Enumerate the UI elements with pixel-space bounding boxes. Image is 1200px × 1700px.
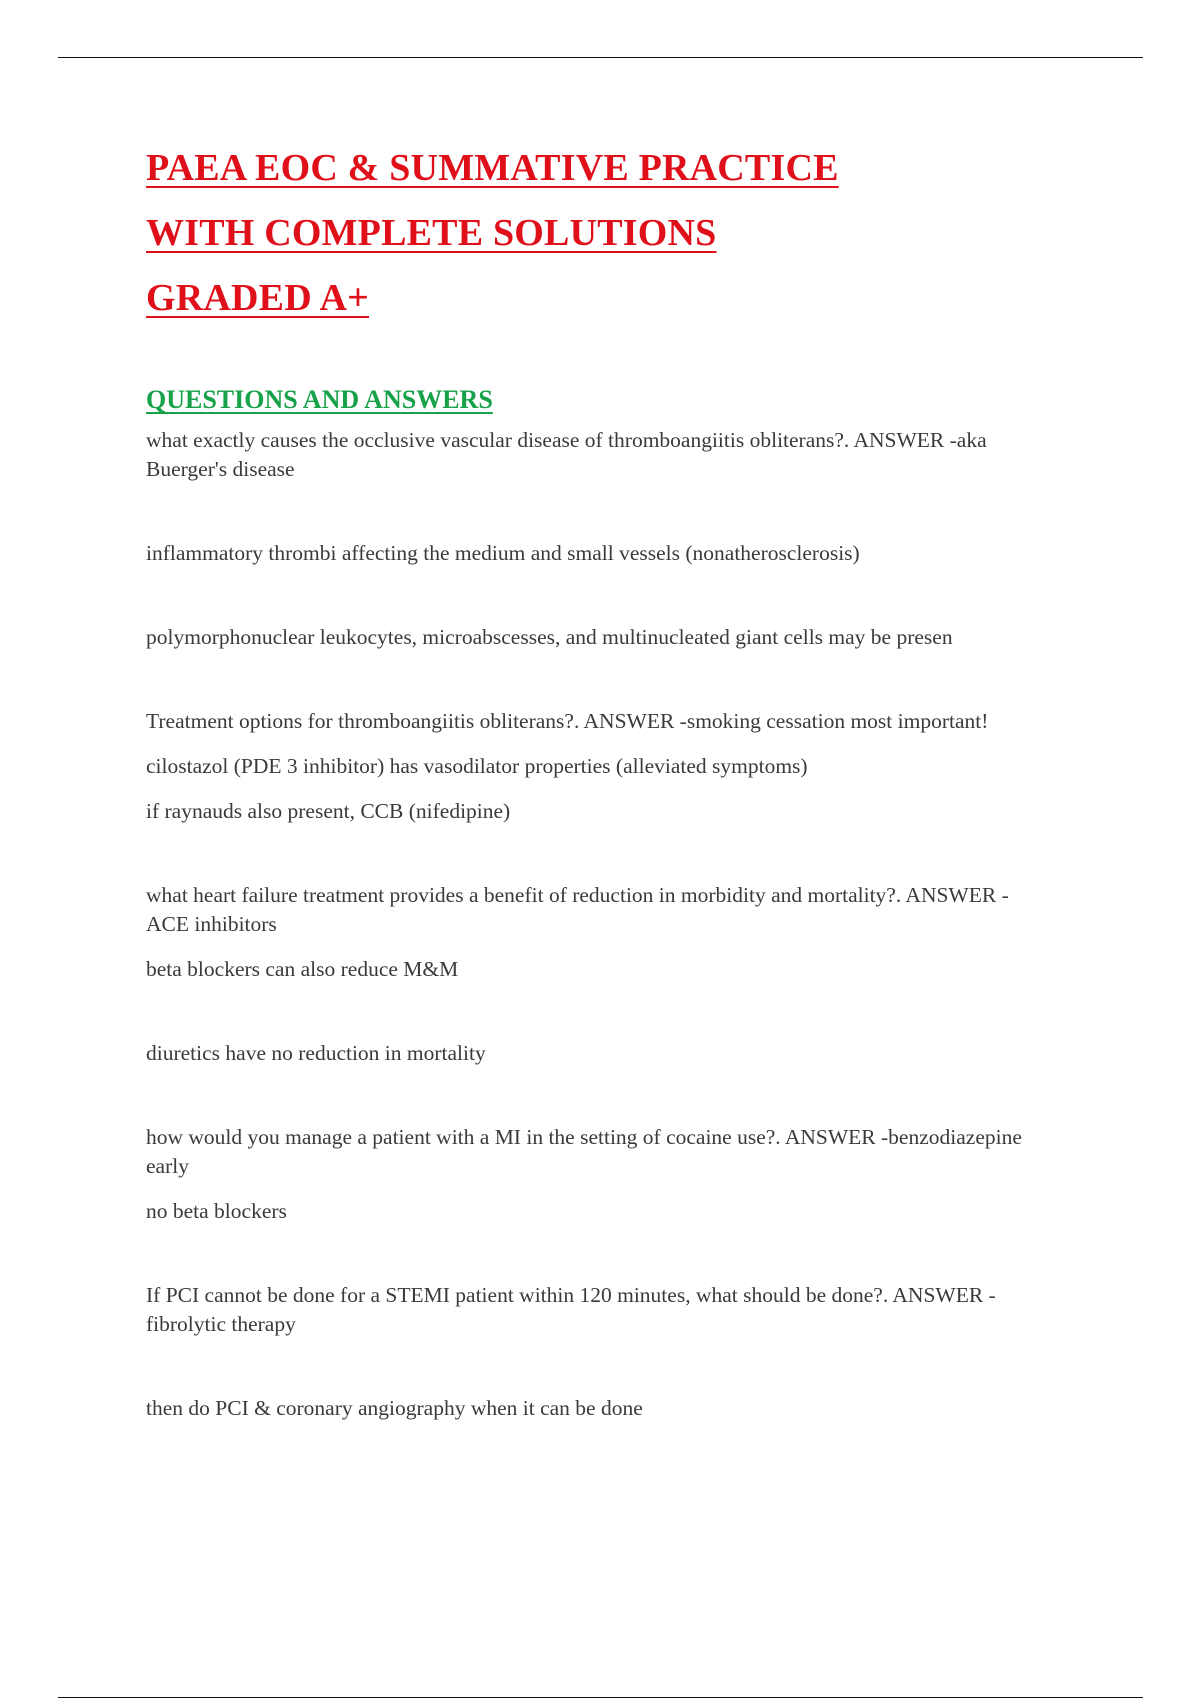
qa-block [146,1394,1046,1423]
qa-block [146,1123,1046,1226]
qa-text: polymorphonuclear leukocytes, microabscesses, and multinucleated giant cells may be presen [146,625,953,649]
title-line-3: GRADED A+ [146,277,369,319]
qa-text: what exactly causes the occlusive vascular disease of thromboangiitis obliterans?. ANSWER -aka Buerger's disease [146,428,987,481]
qa-text: then do PCI & coronary angiography when it can be done [146,1396,643,1420]
qa-block [146,707,1046,826]
qa-text: inflammatory thrombi affecting the medium and small vessels (nonatherosclerosis) [146,541,860,565]
qa-list [146,426,1046,1423]
qa-text: if raynauds also present, CCB (nifedipine) [146,799,511,823]
section-heading: QUESTIONS AND ANSWERS [146,385,493,414]
document-page [146,136,1046,1478]
qa-block [146,426,1046,484]
qa-text: cilostazol (PDE 3 inhibitor) has vasodilator properties (alleviated symptoms) [146,754,808,778]
bottom-divider [58,1697,1143,1698]
qa-text: Treatment options for thromboangiitis obliterans?. ANSWER -smoking cessation most important! [146,709,989,733]
qa-block [146,1281,1046,1339]
qa-text: what heart failure treatment provides a benefit of reduction in morbidity and mortality?. ANSWER -ACE inhibitors [146,883,1009,936]
qa-text: If PCI cannot be done for a STEMI patient within 120 minutes, what should be done?. ANSWER -fibrolytic therapy [146,1283,996,1336]
title-line-1: PAEA EOC & SUMMATIVE PRACTICE [146,147,839,189]
qa-block [146,623,1046,652]
qa-block [146,881,1046,984]
qa-block [146,1039,1046,1068]
qa-text: beta blockers can also reduce M&M [146,957,459,981]
document-title [146,136,1046,331]
qa-text: no beta blockers [146,1199,287,1223]
qa-text: diuretics have no reduction in mortality [146,1041,486,1065]
qa-block [146,539,1046,568]
qa-text: how would you manage a patient with a MI in the setting of cocaine use?. ANSWER -benzodiazepine early [146,1125,1022,1178]
top-divider [58,57,1143,58]
title-line-2: WITH COMPLETE SOLUTIONS [146,212,717,254]
